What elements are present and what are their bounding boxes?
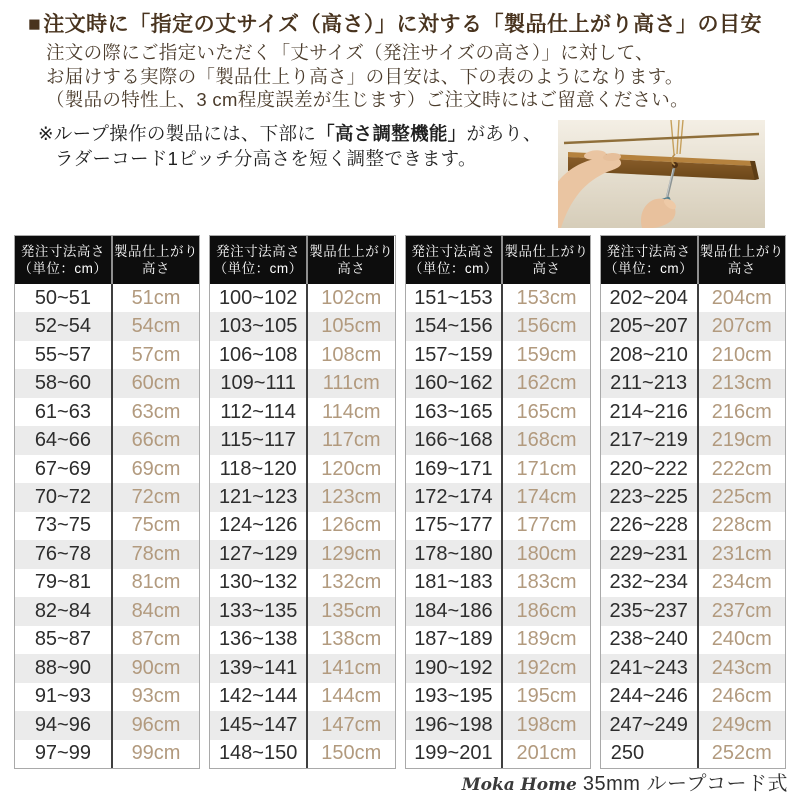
order-size-cell: 145~147 (218, 713, 298, 736)
table-header-cell-order: 発注寸法高さ （単位：cm） (15, 236, 111, 284)
finished-height-cell: 204cm (697, 284, 785, 312)
finished-height-cell: 84cm (111, 597, 199, 625)
finished-height-cell: 144cm (306, 683, 394, 711)
order-size-cell: 76~78 (34, 542, 91, 565)
order-size-cell: 73~75 (34, 514, 91, 537)
order-size-cell: 121~123 (218, 486, 298, 509)
finished-height-cell: 237cm (697, 597, 785, 625)
table-row (15, 626, 199, 654)
brand-logo: Moka Home (461, 775, 577, 795)
finished-height-cell: 129cm (306, 540, 394, 568)
page-title-text: 注文時に「指定の丈サイズ（高さ）」に対する「製品仕上がり高さ」の目安 (43, 13, 763, 36)
order-size-cell: 106~108 (218, 343, 298, 366)
finished-height-cell: 57cm (111, 341, 199, 369)
product-photo (558, 120, 765, 228)
finished-height-cell: 75cm (111, 512, 199, 540)
order-size-cell: 67~69 (34, 457, 91, 480)
table-row (406, 740, 590, 768)
table-row (210, 398, 394, 426)
order-size-cell: 124~126 (218, 514, 298, 537)
table-row (210, 341, 394, 369)
order-size-cell: 139~141 (218, 656, 298, 679)
table-row (15, 426, 199, 454)
finished-height-cell: 135cm (306, 597, 394, 625)
finished-height-cell: 66cm (111, 426, 199, 454)
table-row (601, 284, 785, 312)
order-size-cell: 199~201 (414, 742, 493, 765)
finished-height-cell: 234cm (697, 569, 785, 597)
table-header-cell-finished: 製品仕上がり 高さ (501, 236, 589, 284)
finished-height-cell: 126cm (306, 512, 394, 540)
finished-height-cell: 159cm (501, 341, 589, 369)
finished-height-cell: 96cm (111, 711, 199, 739)
order-size-cell: 211~213 (610, 372, 688, 395)
finished-height-cell: 90cm (111, 654, 199, 682)
finished-height-cell: 186cm (501, 597, 589, 625)
finished-height-cell: 162cm (501, 369, 589, 397)
table-row (15, 540, 199, 568)
order-size-cell: 70~72 (34, 486, 91, 509)
table-row (406, 597, 590, 625)
finished-height-cell: 81cm (111, 569, 199, 597)
table-row (210, 540, 394, 568)
table-row (210, 369, 394, 397)
finished-height-cell: 108cm (306, 341, 394, 369)
table-row (406, 398, 590, 426)
finished-height-cell: 51cm (111, 284, 199, 312)
table-row (210, 312, 394, 340)
finished-height-cell: 192cm (501, 654, 589, 682)
order-size-cell: 184~186 (414, 599, 493, 622)
finished-height-cell: 120cm (306, 455, 394, 483)
table-row (15, 284, 199, 312)
table-row (210, 597, 394, 625)
table-row (601, 398, 785, 426)
order-size-cell: 187~189 (414, 628, 493, 651)
table-row (406, 540, 590, 568)
order-size-cell: 232~234 (609, 571, 688, 594)
order-size-cell: 64~66 (34, 429, 91, 452)
product-name: 35mm ループコード式 (582, 773, 788, 795)
finished-height-cell: 105cm (306, 312, 394, 340)
table-row (210, 512, 394, 540)
table-row (601, 369, 785, 397)
table-row (406, 455, 590, 483)
order-size-cell: 112~114 (220, 400, 296, 423)
finished-height-cell: 69cm (111, 455, 199, 483)
table-row (15, 312, 199, 340)
size-table (14, 235, 200, 769)
order-size-cell: 142~144 (218, 685, 298, 708)
table-row (210, 683, 394, 711)
order-size-cell: 88~90 (34, 656, 91, 679)
finished-height-cell: 138cm (306, 626, 394, 654)
finished-height-cell: 156cm (501, 312, 589, 340)
order-size-cell: 163~165 (414, 400, 493, 423)
order-size-cell: 109~111 (220, 372, 296, 395)
order-size-cell: 241~243 (609, 656, 688, 679)
table-row (601, 683, 785, 711)
finished-height-cell: 171cm (501, 455, 589, 483)
order-size-cell: 127~129 (218, 542, 298, 565)
table-row (406, 654, 590, 682)
table-row (406, 626, 590, 654)
table-row (601, 740, 785, 768)
order-size-cell: 103~105 (218, 315, 298, 338)
finished-height-cell: 165cm (501, 398, 589, 426)
order-size-cell: 55~57 (34, 343, 91, 366)
finished-height-cell: 123cm (306, 483, 394, 511)
table-row (406, 683, 590, 711)
order-size-cell: 157~159 (414, 343, 493, 366)
order-size-cell: 50~51 (34, 286, 91, 309)
finished-height-cell: 93cm (111, 683, 199, 711)
table-row (15, 654, 199, 682)
order-size-cell: 238~240 (609, 628, 688, 651)
order-size-cell: 115~117 (220, 429, 296, 452)
finished-height-cell: 228cm (697, 512, 785, 540)
table-row (601, 540, 785, 568)
table-row (406, 512, 590, 540)
order-size-cell: 94~96 (34, 713, 91, 736)
order-size-cell: 130~132 (218, 571, 298, 594)
finished-height-cell: 195cm (501, 683, 589, 711)
order-size-cell: 148~150 (218, 742, 298, 765)
finished-height-cell: 150cm (306, 740, 394, 768)
finished-height-cell: 216cm (697, 398, 785, 426)
table-header-cell-finished: 製品仕上がり 高さ (697, 236, 785, 284)
table-row (15, 369, 199, 397)
order-size-cell: 178~180 (414, 542, 493, 565)
table-row (406, 284, 590, 312)
table-row (406, 312, 590, 340)
table-row (15, 398, 199, 426)
finished-height-cell: 252cm (697, 740, 785, 768)
table-row (15, 597, 199, 625)
table-row (601, 597, 785, 625)
intro-line: （製品の特性上、3 cm程度誤差が生じます）ご注文時にはご留意ください。 (46, 89, 689, 110)
table-row (601, 483, 785, 511)
finished-height-cell: 225cm (697, 483, 785, 511)
finished-height-cell: 168cm (501, 426, 589, 454)
table-row (210, 569, 394, 597)
note-bold-text: 「高さ調整機能」 (316, 123, 467, 144)
order-size-cell: 118~120 (219, 457, 297, 480)
order-size-cell: 91~93 (34, 685, 91, 708)
table-body (210, 284, 394, 768)
order-size-cell: 172~174 (414, 486, 493, 509)
table-row (15, 483, 199, 511)
finished-height-cell: 63cm (111, 398, 199, 426)
order-size-cell: 136~138 (218, 628, 298, 651)
order-size-cell: 58~60 (34, 372, 91, 395)
order-size-cell: 226~228 (609, 514, 688, 537)
table-row (210, 284, 394, 312)
table-row (15, 711, 199, 739)
table-row (210, 740, 394, 768)
table-body (15, 284, 199, 768)
table-header (15, 236, 199, 284)
order-size-cell: 82~84 (34, 599, 91, 622)
table-row (15, 512, 199, 540)
page-title (28, 8, 762, 38)
finished-height-cell: 213cm (697, 369, 785, 397)
size-tables (14, 235, 786, 769)
order-size-cell: 181~183 (414, 571, 493, 594)
finished-height-cell: 102cm (306, 284, 394, 312)
size-table (600, 235, 786, 769)
intro-paragraph (46, 41, 689, 112)
order-size-cell: 202~204 (609, 286, 688, 309)
order-size-cell: 166~168 (414, 429, 493, 452)
finished-height-cell: 78cm (111, 540, 199, 568)
finished-height-cell: 231cm (697, 540, 785, 568)
order-size-cell: 100~102 (218, 286, 298, 309)
table-row (210, 483, 394, 511)
table-row (406, 369, 590, 397)
finished-height-cell: 147cm (306, 711, 394, 739)
table-row (210, 626, 394, 654)
size-table (209, 235, 395, 769)
table-row (406, 426, 590, 454)
finished-height-cell: 249cm (697, 711, 785, 739)
table-row (15, 740, 199, 768)
intro-line: お届けする実際の「製品仕上り高さ」の目安は、下の表のようになります。 (46, 65, 684, 87)
finished-height-cell: 60cm (111, 369, 199, 397)
table-row (601, 312, 785, 340)
finished-height-cell: 132cm (306, 569, 394, 597)
table-row (601, 455, 785, 483)
order-size-cell: 169~171 (414, 457, 493, 480)
table-header (601, 236, 785, 284)
finished-height-cell: 210cm (697, 341, 785, 369)
order-size-cell: 217~219 (609, 429, 688, 452)
table-header (210, 236, 394, 284)
finished-height-cell: 111cm (306, 369, 394, 397)
order-size-cell: 214~216 (609, 400, 688, 423)
table-row (210, 654, 394, 682)
finished-height-cell: 207cm (697, 312, 785, 340)
order-size-cell: 220~222 (609, 457, 688, 480)
table-header (406, 236, 590, 284)
footer (462, 767, 788, 796)
finished-height-cell: 219cm (697, 426, 785, 454)
order-size-cell: 52~54 (34, 315, 91, 338)
order-size-cell: 61~63 (34, 400, 91, 423)
table-row (601, 512, 785, 540)
table-row (210, 711, 394, 739)
finished-height-cell: 183cm (501, 569, 589, 597)
order-size-cell: 133~135 (218, 599, 298, 622)
height-adjust-note (38, 121, 542, 171)
table-row (15, 569, 199, 597)
order-size-cell: 85~87 (34, 628, 91, 651)
finished-height-cell: 201cm (501, 740, 589, 768)
order-size-cell: 208~210 (609, 343, 688, 366)
order-size-cell: 175~177 (414, 514, 493, 537)
table-row (601, 654, 785, 682)
order-size-cell: 247~249 (609, 713, 688, 736)
table-row (601, 341, 785, 369)
table-row (210, 455, 394, 483)
table-row (601, 711, 785, 739)
finished-height-cell: 54cm (111, 312, 199, 340)
finished-height-cell: 114cm (306, 398, 394, 426)
order-size-cell: 235~237 (609, 599, 688, 622)
finished-height-cell: 87cm (111, 626, 199, 654)
finished-height-cell: 174cm (501, 483, 589, 511)
size-table (405, 235, 591, 769)
finished-height-cell: 222cm (697, 455, 785, 483)
table-row (601, 569, 785, 597)
square-bullet-icon: ■ (28, 13, 42, 36)
table-row (406, 711, 590, 739)
table-header-cell-finished: 製品仕上がり 高さ (306, 236, 394, 284)
order-size-cell: 244~246 (609, 685, 688, 708)
table-row (210, 426, 394, 454)
table-header-cell-order: 発注寸法高さ （単位：cm） (210, 236, 306, 284)
order-size-cell: 193~195 (414, 685, 493, 708)
finished-height-cell: 198cm (501, 711, 589, 739)
table-row (601, 626, 785, 654)
table-header-cell-finished: 製品仕上がり 高さ (111, 236, 199, 284)
finished-height-cell: 189cm (501, 626, 589, 654)
order-size-cell: 154~156 (414, 315, 493, 338)
table-row (15, 683, 199, 711)
table-row (406, 483, 590, 511)
intro-line: 注文の際にご指定いただく「丈サイズ（発注サイズの高さ）」に対して、 (46, 42, 654, 63)
table-body (601, 284, 785, 768)
note-line: ラダーコード1ピッチ分高さを短く調整できます。 (55, 148, 477, 169)
finished-height-cell: 180cm (501, 540, 589, 568)
finished-height-cell: 243cm (697, 654, 785, 682)
finished-height-cell: 141cm (306, 654, 394, 682)
order-size-cell: 205~207 (609, 315, 688, 338)
finished-height-cell: 153cm (501, 284, 589, 312)
order-size-cell: 229~231 (609, 542, 688, 565)
order-size-cell: 190~192 (414, 656, 493, 679)
finished-height-cell: 177cm (501, 512, 589, 540)
order-size-cell: 250 (610, 742, 645, 765)
finished-height-cell: 117cm (306, 426, 394, 454)
finished-height-cell: 99cm (111, 740, 199, 768)
table-row (601, 426, 785, 454)
finished-height-cell: 246cm (697, 683, 785, 711)
table-row (406, 341, 590, 369)
order-size-cell: 223~225 (609, 486, 688, 509)
table-header-cell-order: 発注寸法高さ （単位：cm） (406, 236, 502, 284)
finished-height-cell: 240cm (697, 626, 785, 654)
order-size-cell: 196~198 (414, 713, 493, 736)
order-size-cell: 97~99 (34, 742, 91, 765)
order-size-cell: 160~162 (414, 372, 493, 395)
order-size-cell: 151~153 (414, 286, 493, 309)
table-row (15, 455, 199, 483)
table-row (406, 569, 590, 597)
table-body (406, 284, 590, 768)
table-header-cell-order: 発注寸法高さ （単位：cm） (601, 236, 697, 284)
order-size-cell: 79~81 (34, 571, 91, 594)
finished-height-cell: 72cm (111, 483, 199, 511)
note-line: ※ループ操作の製品には、下部に「高さ調整機能」があり、 (38, 123, 542, 144)
table-row (15, 341, 199, 369)
